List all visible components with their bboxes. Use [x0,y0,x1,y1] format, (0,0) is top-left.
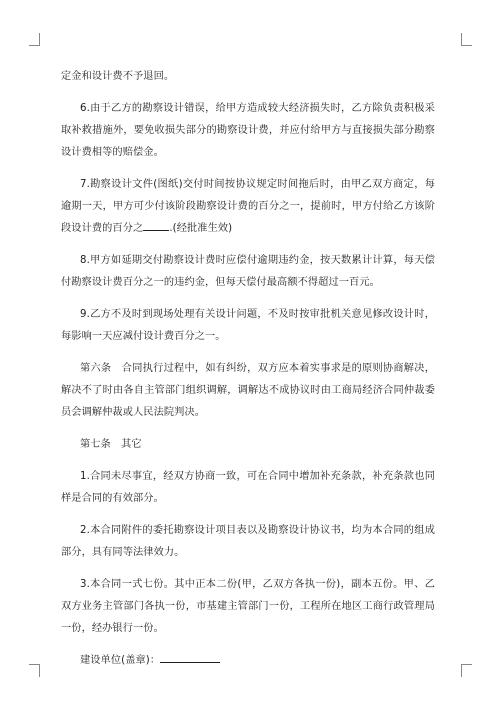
clause-7-suffix: .(经批准生效) [169,223,233,234]
crop-mark-top-right [461,33,472,46]
signature-label: 建设单位(盖章)： [80,655,161,666]
clause-6: 6.由于乙方的勘察设计错误，给甲方造成较大经济损失时，乙方除负责积极采取补救措施外，要免收损失部分的勘察设计费，并应付给甲方与直接损失部分勘察设计费相等的赔偿金。 [61,103,435,158]
article-7-item-1: 1.合同未尽事宜，经双方协商一致，可在合同中增加补充条款，补充条款也同样是合同的有效部分。 [61,471,435,504]
paragraph-continuation: 定金和设计费不予退回。 [61,71,175,82]
clause-7-text: 7.勘察设计文件(图纸)交付时间按协议规定时间拖后时，由甲乙双方商定，每逾期一天，甲方可少付该阶段勘察设计费的百分之一，提前时，甲方付给乙方该阶段设计费的百分之 [61,179,435,234]
crop-mark-bottom-left [29,664,40,677]
crop-mark-bottom-right [461,664,472,677]
article-7-item-2: 2.本合同附件的委托勘察设计项目表以及勘察设计协议书，均为本合同的组成部分，具有同等法律效力。 [61,525,435,558]
signature-line [61,650,435,672]
crop-mark-top-left [29,33,40,46]
percentage-blank [143,230,169,231]
clause-8: 8.甲方如延期交付勘察设计费时应偿付逾期违约金，按天数累计计算，每天偿付勘察设计费百分之一的违约金，但每天偿付最高额不得超过一百元。 [61,255,435,288]
signature-blank [160,662,220,663]
document-body [61,66,435,682]
article-7-item-3: 3.本合同一式七份。其中正本二份(甲，乙双方各执一份)，副本五份。甲、乙双方业务主管部门各执一份，市基建主管部门一份，工程所在地区工商行政管理局一份，经办银行一份。 [61,579,435,634]
clause-7 [61,174,435,240]
article-6: 第六条 合同执行过程中，如有纠纷，双方应本着实事求是的原则协商解决，解决不了时由各自主管部门组织调解，调解达不成协议时由工商局经济合同仲裁委员会调解仲裁或人民法院判决。 [61,363,435,418]
clause-9: 9.乙方不及时到现场处理有关设计问题，不及时按审批机关意见修改设计时，每影响一天应减付设计费百分之一。 [61,309,435,342]
article-7-heading: 第七条 其它 [80,439,142,450]
